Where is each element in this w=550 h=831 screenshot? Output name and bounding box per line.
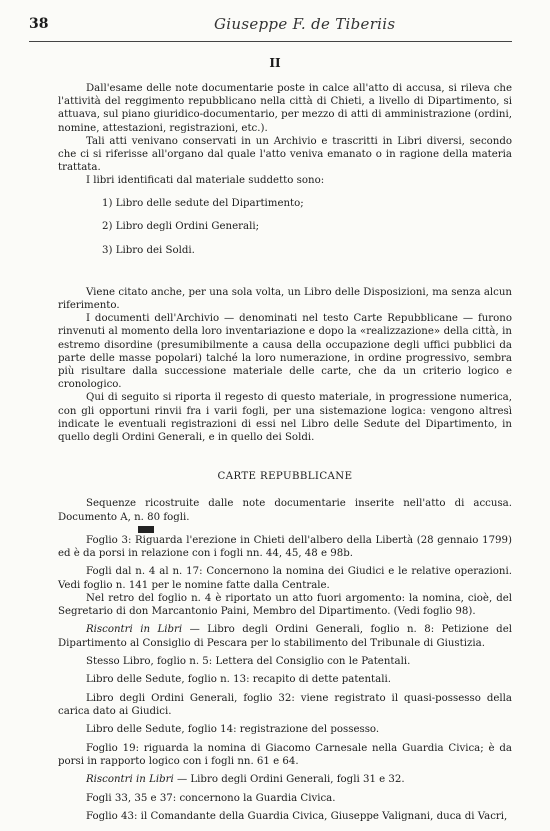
paragraph: Viene citato anche, per una sola volta, un Libro delle Disposizioni, ma senza alcun riferimento.: [58, 286, 512, 311]
ink-mark: [138, 526, 154, 533]
paragraph: I libri identificati dal materiale suddetto sono:: [86, 175, 325, 187]
entry-label: Riscontri in Libri: [86, 774, 174, 786]
body-text: [58, 82, 512, 823]
list-item: 3) Libro dei Soldi.: [102, 245, 195, 257]
entry: Foglio 19: riguarda la nomina di Giacomo Carnesale nella Guardia Civica; è da porsi in rapporto logico con i fogli nn. 61 e 64.: [58, 742, 512, 767]
header-rule: [29, 41, 512, 42]
paragraph: Qui di seguito si riporta il regesto di questo materiale, in progressione numerica, con gli opportuni rinvii fra i varii fogli, per una sistemazione logica: vengono altresì indicate le eventuali registrazioni di essi nel Libro delle Sedute del Dipartimento, in quello degli Ordini Generali, e in quello dei Soldi.: [58, 392, 512, 443]
entry: Libro delle Sedute, foglio n. 13: recapito di dette patentali.: [86, 674, 391, 686]
section-number: II: [269, 56, 281, 70]
entry: Sequenze ricostruite dalle note documentarie inserite nell'atto di accusa. Documento A, n. 80 fogli.: [58, 498, 512, 523]
entry: [58, 623, 512, 649]
page-number: 38: [29, 16, 49, 32]
section-heading: CARTE REPUBBLICANE: [217, 471, 353, 483]
entry-text: — Libro degli Ordini Generali, foglio n. 8: Petizione del Dipartimento al Consiglio di Pescara per lo stabilimento del Tribunale di Giustizia.: [58, 624, 512, 649]
list-item: 2) Libro degli Ordini Generali;: [102, 221, 260, 233]
entry-label: Riscontri in Libri: [86, 624, 183, 636]
entry: Fogli dal n. 4 al n. 17: Concernono la nomina dei Giudici e le relative operazioni. Vedi foglio n. 141 per le nomine fatte dalla Centrale.: [58, 566, 512, 591]
list-item: 1) Libro delle sedute del Dipartimento;: [102, 197, 304, 209]
paragraph: I documenti dell'Archivio — denominati nel testo Carte Repubblicane — furono rinvenuti al momento della loro inventariazione e dopo la «realizzazione» della città, in estremo disordine (presumibilmente a causa della occupazione degli uffici pubblici da parte delle masse popolari) talché la loro numerazione, in ordine progressivo, sembra più risultare dalla successione materiale delle carte, che da un criterio logico e cronologico.: [58, 313, 512, 391]
book-list: [102, 197, 512, 258]
entry: Foglio 43: il Comandante della Guardia Civica, Giuseppe Valignani, duca di Vacri,: [86, 811, 508, 823]
paragraph: Dall'esame delle note documentarie poste in calce all'atto di accusa, si rileva che l'attività del reggimento repubblicano nella città di Chieti, a livello di Dipartimento, si attuava, sul piano giuridico-documentario, per mezzo di atti di amministrazione (ordini, nomine, attestazioni, registrazioni, etc.).: [58, 83, 512, 134]
running-header: [29, 14, 512, 38]
entry: Fogli 33, 35 e 37: concernono la Guardia Civica.: [86, 792, 336, 804]
entry-text: — Libro degli Ordini Generali, fogli 31 e 32.: [173, 774, 405, 786]
running-title: Giuseppe F. de Tiberiis: [214, 15, 396, 33]
entry: [58, 773, 512, 786]
entry: Libro delle Sedute, foglio 14: registrazione del possesso.: [86, 724, 380, 736]
paragraph: Tali atti venivano conservati in un Archivio e trascritti in Libri diversi, secondo che ci si riferisse all'organo dal quale l'atto veniva emanato o in ragione della materia trattata.: [58, 135, 512, 174]
entry: Stesso Libro, foglio n. 5: Lettera del Consiglio con le Patentali.: [86, 655, 411, 667]
entry: Foglio 3: Riguarda l'erezione in Chieti dell'albero della Libertà (28 gennaio 1799) ed è da porsi in relazione con i fogli nn. 44, 45, 48 e 98b.: [58, 534, 512, 559]
entry: Nel retro del foglio n. 4 è riportato un atto fuori argomento: la nomina, cioè, del Segretario di don Marcantonio Paini, Membro del Dipartimento. (Vedi foglio 98).: [58, 592, 512, 617]
entry: Libro degli Ordini Generali, foglio 32: viene registrato il quasi-possesso della carica dato ai Giudici.: [58, 692, 512, 717]
